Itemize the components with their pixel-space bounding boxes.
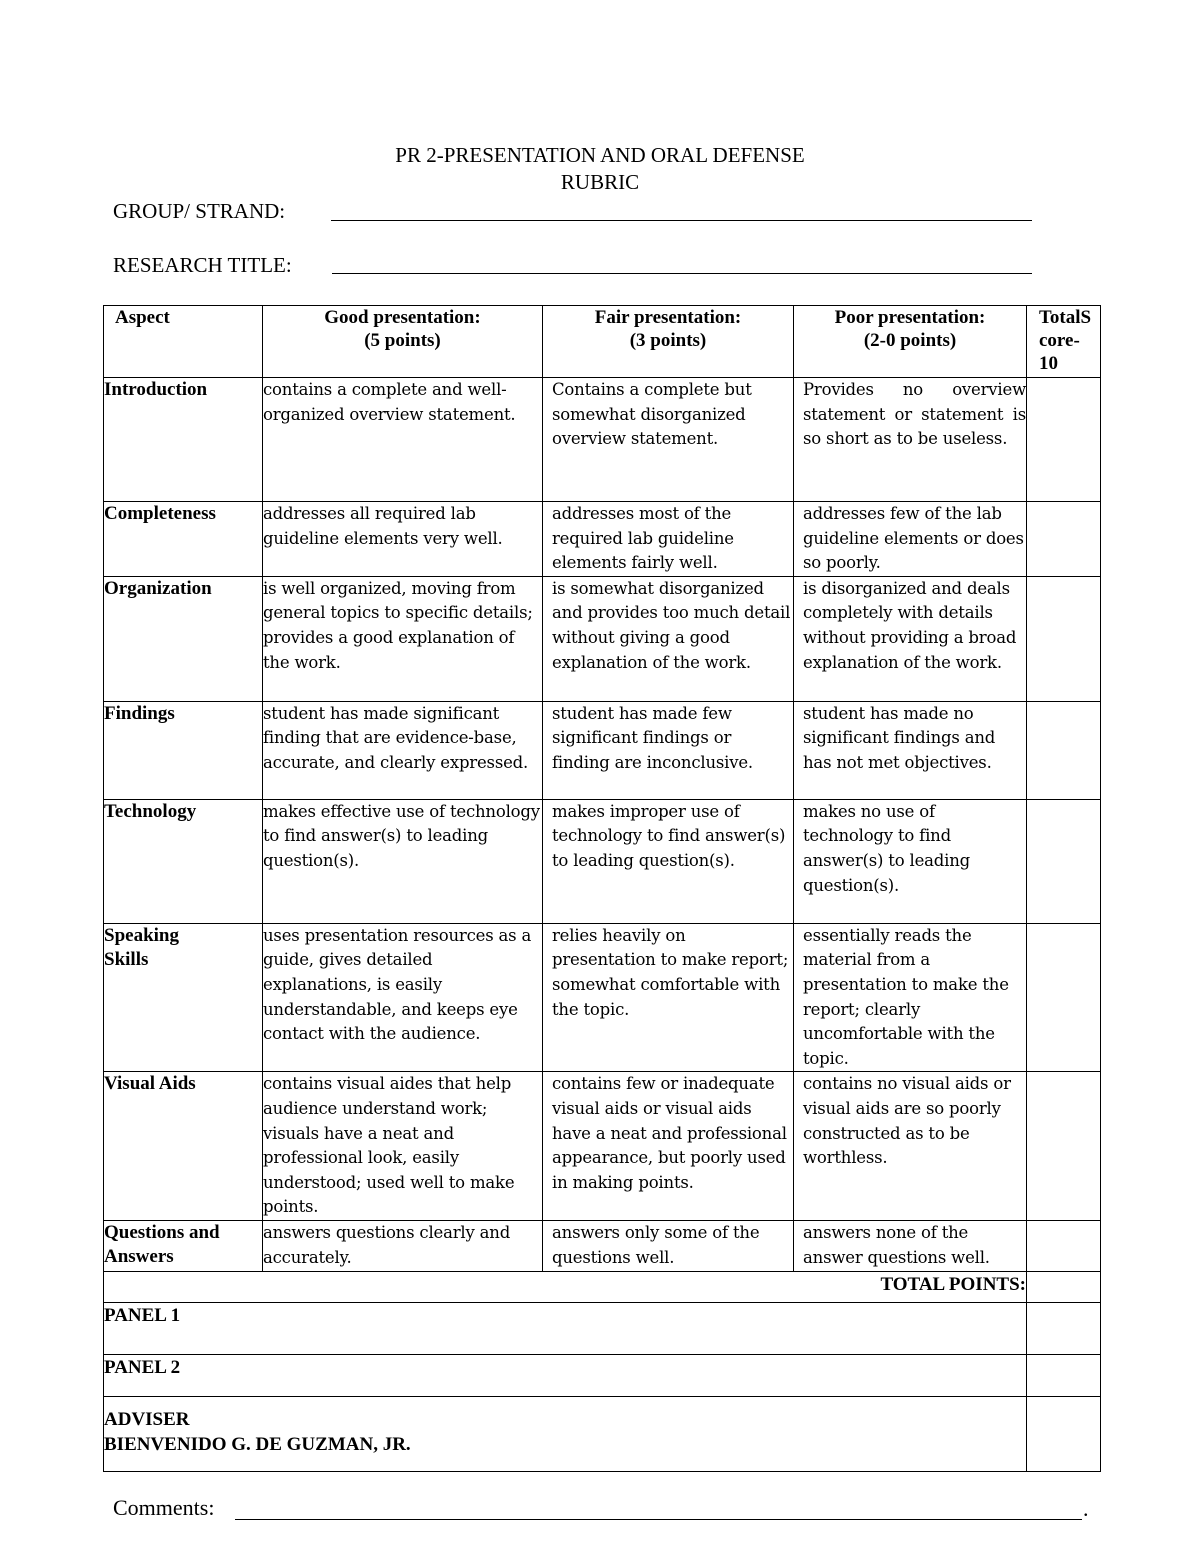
score-organization[interactable] [1027, 576, 1101, 701]
good-organization: is well organized, moving from general topics to specific details; provides a good explanation of the work. [263, 576, 543, 701]
fair-findings: student has made few significant findings or finding are inconclusive. [543, 701, 794, 799]
table-row [104, 502, 1101, 577]
header-good-title: Good presentation: [324, 307, 481, 328]
research-title-input-line[interactable] [332, 273, 1032, 274]
aspect-visual-aids: Visual Aids [104, 1072, 263, 1221]
group-strand-input-line[interactable] [331, 220, 1032, 221]
table-row [104, 799, 1101, 923]
panel2-row [104, 1354, 1101, 1396]
fair-completeness: addresses most of the required lab guideline elements fairly well. [543, 502, 794, 577]
aspect-organization: Organization [104, 576, 263, 701]
poor-speaking-skills: essentially reads the material from a presentation to make the report; clearly uncomfortable with the topic. [794, 923, 1027, 1072]
header-good [263, 306, 543, 378]
poor-completeness: addresses few of the lab guideline elements or does so poorly. [794, 502, 1027, 577]
table-header-row [104, 306, 1101, 378]
aspect-introduction: Introduction [104, 378, 263, 502]
poor-organization: is disorganized and deals completely with details without providing a broad explanation of the work. [794, 576, 1027, 701]
header-poor-points: (2-0 points) [863, 330, 957, 351]
aspect-questions-answers: Questions and Answers [104, 1221, 263, 1271]
aspect-findings: Findings [104, 701, 263, 799]
score-speaking-skills[interactable] [1027, 923, 1101, 1072]
table-row [104, 1221, 1101, 1271]
header-fair-points: (3 points) [629, 330, 707, 351]
document-title: PR 2-PRESENTATION AND ORAL DEFENSE [395, 143, 805, 167]
good-findings: student has made significant finding that are evidence-base, accurate, and clearly expressed. [263, 701, 543, 799]
header-aspect: Aspect [104, 306, 263, 378]
header-total-score [1027, 306, 1101, 378]
panel1-row [104, 1302, 1101, 1354]
rubric-table [103, 305, 1101, 1472]
header-good-points: (5 points) [364, 330, 441, 351]
group-strand-label: GROUP/ STRAND: [113, 199, 286, 223]
poor-findings: student has made no significant findings and has not met objectives. [794, 701, 1027, 799]
score-technology[interactable] [1027, 799, 1101, 923]
table-row [104, 1072, 1101, 1221]
header-fair-title: Fair presentation: [594, 307, 742, 328]
table-row [104, 701, 1101, 799]
total-points-value[interactable] [1027, 1271, 1101, 1302]
good-completeness: addresses all required lab guideline elements very well. [263, 502, 543, 577]
good-visual-aids: contains visual aides that help audience understand work; visuals have a neat and professional look, easily understood; used well to make points. [263, 1072, 543, 1221]
good-technology: makes effective use of technology to find answer(s) to leading question(s). [263, 799, 543, 923]
fair-questions-answers: answers only some of the questions well. [543, 1221, 794, 1271]
comments-end-mark: . [1083, 1496, 1089, 1521]
score-questions-answers[interactable] [1027, 1221, 1101, 1271]
header-poor [794, 306, 1027, 378]
adviser-row [104, 1396, 1101, 1471]
poor-questions-answers: answers none of the answer questions well. [794, 1221, 1027, 1271]
fair-introduction: Contains a complete but somewhat disorganized overview statement. [543, 378, 794, 502]
comments-input-line[interactable] [235, 1519, 1082, 1520]
header-total-line1: TotalS [1039, 307, 1092, 328]
score-findings[interactable] [1027, 701, 1101, 799]
score-introduction[interactable] [1027, 378, 1101, 502]
header-total-line3: 10 [1039, 353, 1058, 374]
good-speaking-skills: uses presentation resources as a guide, gives detailed explanations, is easily understandable, and keeps eye contact with the audience. [263, 923, 543, 1072]
total-points-label: TOTAL POINTS: [104, 1271, 1027, 1302]
adviser-cell [104, 1396, 1027, 1471]
aspect-completeness: Completeness [104, 502, 263, 577]
adviser-score[interactable] [1027, 1396, 1101, 1471]
aspect-technology: Technology [104, 799, 263, 923]
fair-technology: makes improper use of technology to find answer(s) to leading question(s). [543, 799, 794, 923]
score-visual-aids[interactable] [1027, 1072, 1101, 1221]
adviser-name: BIENVENIDO G. DE GUZMAN, JR. [104, 1433, 411, 1455]
document-subtitle: RUBRIC [560, 170, 640, 194]
panel2-score[interactable] [1027, 1354, 1101, 1396]
header-fair [543, 306, 794, 378]
fair-organization: is somewhat disorganized and provides too much detail without giving a good explanation of the work. [543, 576, 794, 701]
total-points-row [104, 1271, 1101, 1302]
table-row [104, 378, 1101, 502]
research-title-label: RESEARCH TITLE: [113, 253, 292, 277]
panel1-score[interactable] [1027, 1302, 1101, 1354]
table-row [104, 576, 1101, 701]
fair-speaking-skills: relies heavily on presentation to make report; somewhat comfortable with the topic. [543, 923, 794, 1072]
panel2-label: PANEL 2 [104, 1354, 1027, 1396]
good-introduction: contains a complete and well-organized overview statement. [263, 378, 543, 502]
good-questions-answers: answers questions clearly and accurately. [263, 1221, 543, 1271]
aspect-speaking-skills: Speaking Skills [104, 923, 263, 1072]
poor-introduction: Provides no overview statement or statement is so short as to be useless. [794, 378, 1027, 502]
fair-visual-aids: contains few or inadequate visual aids or visual aids have a neat and professional appearance, but poorly used in making points. [543, 1072, 794, 1221]
comments-label: Comments: [113, 1495, 215, 1520]
score-completeness[interactable] [1027, 502, 1101, 577]
header-poor-title: Poor presentation: [834, 307, 986, 328]
table-row [104, 923, 1101, 1072]
adviser-label: ADVISER [104, 1408, 190, 1430]
header-total-line2: core- [1039, 330, 1080, 351]
poor-technology: makes no use of technology to find answer(s) to leading question(s). [794, 799, 1027, 923]
panel1-label: PANEL 1 [104, 1302, 1027, 1354]
poor-visual-aids: contains no visual aids or visual aids are so poorly constructed as to be worthless. [794, 1072, 1027, 1221]
